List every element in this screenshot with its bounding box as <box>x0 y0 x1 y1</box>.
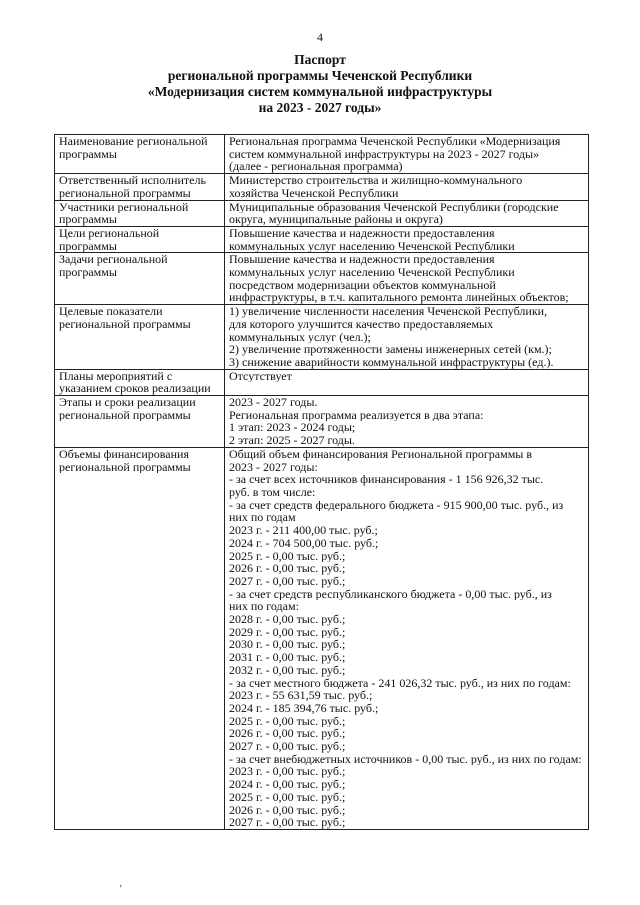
passport-table <box>54 134 589 830</box>
row-label-cell <box>55 174 225 200</box>
row-value-line: Региональная программа реализуется в два этапа: <box>229 408 484 422</box>
row-value-line: 2023 г. - 211 400,00 тыс. руб.; <box>229 524 378 537</box>
row-value-line: 2023 г. - 0,00 тыс. руб.; <box>229 765 346 779</box>
row-label-line: региональной программы <box>59 408 191 422</box>
row-value-line: них по годам <box>229 511 296 525</box>
row-value-cell <box>225 305 589 370</box>
row-value-line: коммунальных услуг (чел.); <box>229 330 371 344</box>
row-label-line: программы <box>59 147 117 161</box>
row-value-line: 2026 г. - 0,00 тыс. руб.; <box>229 803 346 817</box>
row-value-cell <box>225 174 589 200</box>
table-row <box>55 305 589 370</box>
row-value-line: 2030 г. - 0,00 тыс. руб.; <box>229 638 346 652</box>
row-value-line: 2031 г. - 0,00 тыс. руб.; <box>229 651 346 664</box>
row-value-line: 2 этап: 2025 - 2027 годы. <box>229 434 355 447</box>
row-value-line: 2027 г. - 0,00 тыс. руб.; <box>229 574 346 588</box>
row-value-line: (далее - региональная программа) <box>229 160 403 174</box>
row-value-line: посредством модернизации объектов коммунальной <box>229 278 496 292</box>
heading-subtitle-line: региональной программы Чеченской Республики <box>167 68 473 83</box>
row-value-line: округа, муниципальные районы и округа) <box>229 213 443 226</box>
table-row <box>55 447 589 829</box>
table-row <box>55 253 589 305</box>
row-label-line: Цели региональной <box>59 226 160 240</box>
heading-subtitle-line: «Модернизация систем коммунальной инфраструктуры <box>147 84 493 99</box>
row-value-cell <box>225 253 589 305</box>
table-row <box>55 174 589 200</box>
row-value-line: - за счет внебюджетных источников - 0,00 тыс. руб., из них по годам: <box>229 752 582 766</box>
row-value-line: Повышение качества и надежности предоставления <box>229 253 495 267</box>
row-value-line: 2024 г. - 0,00 тыс. руб.; <box>229 778 346 791</box>
row-label-line: Планы мероприятий с <box>59 369 173 383</box>
table-row <box>55 200 589 226</box>
row-value-line: - за счет местного бюджета - 241 026,32 тыс. руб., из них по годам: <box>229 676 571 690</box>
row-label-line: региональной программы <box>59 317 191 331</box>
row-value-line: них по годам: <box>229 600 299 614</box>
row-value-cell <box>225 447 589 829</box>
row-label-cell <box>55 447 225 829</box>
scan-mark: ' <box>120 884 122 895</box>
row-value-line: 2027 г. - 0,00 тыс. руб.; <box>229 816 346 829</box>
row-value-cell <box>225 226 589 252</box>
row-label-line: программы <box>59 266 117 279</box>
row-value-line: - за счет средств федерального бюджета - 915 900,00 тыс. руб., из <box>229 498 564 512</box>
document-heading <box>0 52 640 116</box>
row-label-line: Целевые показатели <box>59 305 163 318</box>
row-value-line: Общий объем финансирования Региональной программы в <box>229 447 533 461</box>
row-label-line: Наименование региональной <box>59 135 208 148</box>
row-value-line: 2029 г. - 0,00 тыс. руб.; <box>229 625 346 639</box>
row-value-cell <box>225 396 589 448</box>
row-value-line: хозяйства Чеченской Республики <box>229 186 399 200</box>
row-value-cell <box>225 135 589 174</box>
row-value-cell <box>225 369 589 395</box>
row-label-line: региональной программы <box>59 186 191 200</box>
row-value-line: - за счет средств республиканского бюджета - 0,00 тыс. руб., из <box>229 587 552 601</box>
page-number: 4 <box>317 30 323 44</box>
row-value-line: систем коммунальной инфраструктуры на 2023 - 2027 годы» <box>229 147 540 161</box>
row-value-line: коммунальных услуг населению Чеченской Республики <box>229 266 515 279</box>
row-label-line: программы <box>59 213 117 226</box>
row-value-line: Региональная программа Чеченской Республики «Модернизация <box>229 135 561 148</box>
row-value-line: Министерство строительства и жилищно-коммунального <box>229 174 523 187</box>
row-label-cell <box>55 396 225 448</box>
row-value-line: 2023 - 2027 годы. <box>229 396 318 409</box>
row-label-line: Задачи региональной <box>59 253 168 267</box>
row-value-line: 2025 г. - 0,00 тыс. руб.; <box>229 549 346 563</box>
row-value-line: инфраструктуры, в т.ч. капитального ремонта линейных объектов; <box>229 291 569 305</box>
table-row <box>55 135 589 174</box>
table-row <box>55 396 589 448</box>
row-value-line: 2023 - 2027 годы: <box>229 460 318 474</box>
row-value-line: для которого улучшится качество предоставляемых <box>229 317 494 331</box>
row-label-line: Объемы финансирования <box>59 447 189 461</box>
heading-subtitle-line: на 2023 - 2027 годы» <box>258 100 382 115</box>
row-value-line: 2) увеличение протяженности замены инженерных сетей (км.); <box>229 343 552 356</box>
passport-table-body <box>55 135 589 830</box>
row-value-line: 1 этап: 2023 - 2024 годы; <box>229 421 356 435</box>
heading-title: Паспорт <box>294 52 346 67</box>
row-value-line: 2026 г. - 0,00 тыс. руб.; <box>229 562 346 575</box>
row-label-line: региональной программы <box>59 460 191 474</box>
row-value-line: коммунальных услуг населению Чеченской Республики <box>229 239 515 253</box>
table-row <box>55 226 589 252</box>
row-label-line: Участники региональной <box>59 200 189 214</box>
row-value-line: 2028 г. - 0,00 тыс. руб.; <box>229 613 346 626</box>
row-value-line: - за счет всех источников финансирования - 1 156 926,32 тыс. <box>229 473 544 486</box>
row-label-line: программы <box>59 239 117 253</box>
row-label-line: указанием сроков реализации <box>59 382 211 396</box>
row-label-cell <box>55 253 225 305</box>
row-label-line: Ответственный исполнитель <box>59 174 206 187</box>
row-value-line: 2026 г. - 0,00 тыс. руб.; <box>229 727 346 741</box>
row-value-line: 2024 г. - 185 394,76 тыс. руб.; <box>229 701 379 715</box>
row-value-line: Отсутствует <box>229 369 292 383</box>
row-label-cell <box>55 200 225 226</box>
row-value-line: 1) увеличение численности населения Чеченской Республики, <box>229 305 548 318</box>
row-label-cell <box>55 226 225 252</box>
row-label-cell <box>55 305 225 370</box>
row-value-line: руб. в том числе: <box>229 485 316 499</box>
row-value-cell <box>225 200 589 226</box>
row-value-line: 2023 г. - 55 631,59 тыс. руб.; <box>229 689 373 702</box>
row-value-line: 2025 г. - 0,00 тыс. руб.; <box>229 714 346 728</box>
row-label-line: Этапы и сроки реализации <box>59 396 196 409</box>
row-value-line: 2027 г. - 0,00 тыс. руб.; <box>229 740 346 753</box>
row-value-line: Повышение качества и надежности предоставления <box>229 226 495 240</box>
table-row <box>55 369 589 395</box>
row-value-line: 2025 г. - 0,00 тыс. руб.; <box>229 790 346 804</box>
row-label-cell <box>55 369 225 395</box>
row-value-line: 2032 г. - 0,00 тыс. руб.; <box>229 663 346 677</box>
row-value-line: 3) снижение аварийности коммунальной инфраструктуры (ед.). <box>229 355 554 369</box>
row-value-line: 2024 г. - 704 500,00 тыс. руб.; <box>229 536 379 550</box>
row-value-line: Муниципальные образования Чеченской Республики (городские <box>229 200 559 214</box>
row-label-cell <box>55 135 225 174</box>
